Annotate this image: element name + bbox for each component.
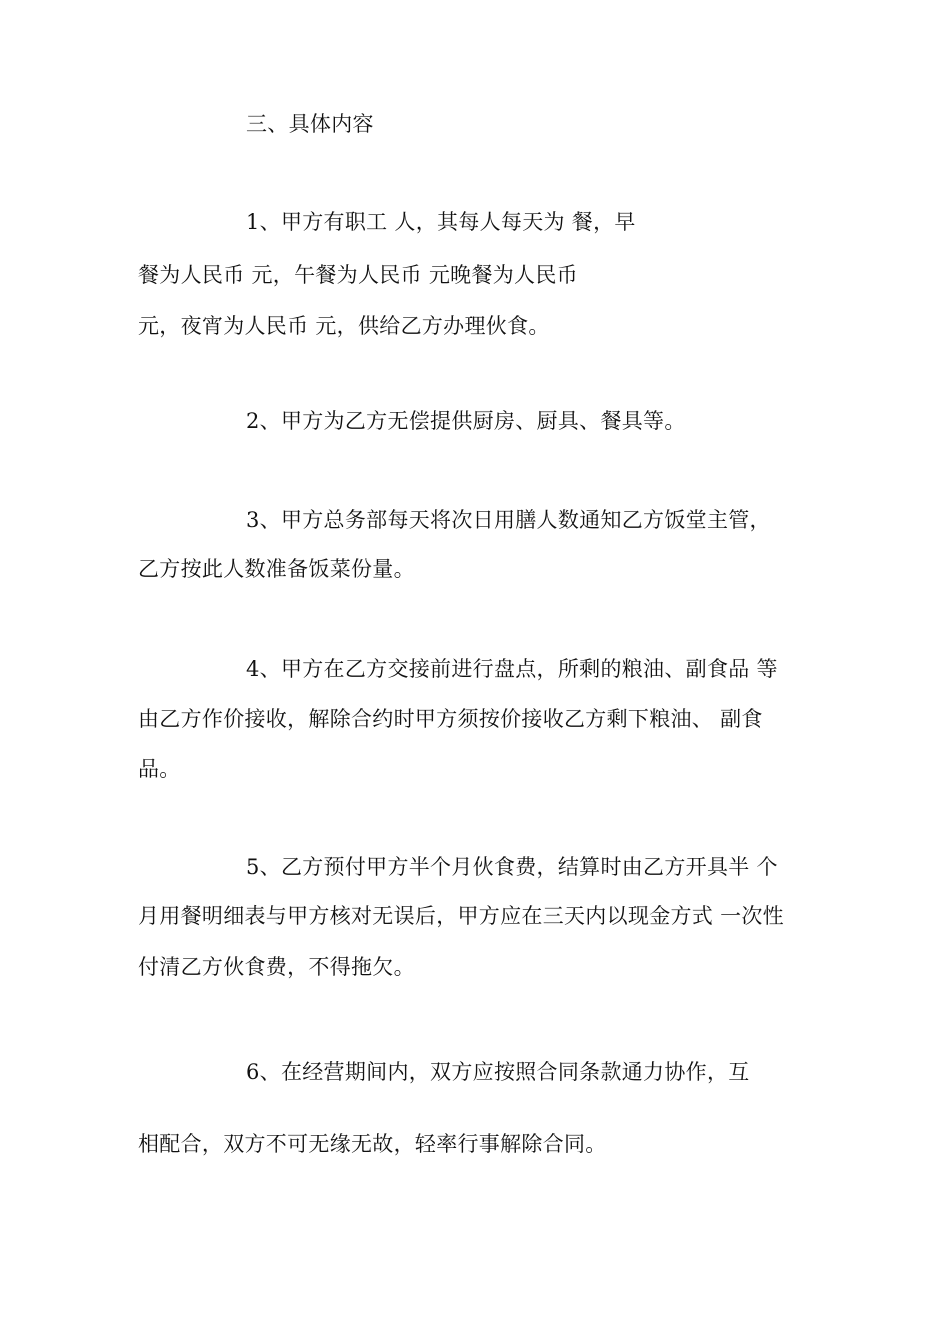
clause-1-line-3: 元，夜宵为人民币 元，供给乙方办理伙食。	[138, 314, 550, 338]
section-heading: 三、具体内容	[246, 112, 374, 136]
clause-6-line-2: 相配合，双方不可无缘无故，轻率行事解除合同。	[138, 1132, 607, 1156]
clause-3-line-2: 乙方按此人数准备饭菜份量。	[138, 557, 415, 581]
clause-6-line-1: 6、在经营期间内，双方应按照合同条款通力协作，互	[246, 1060, 750, 1084]
clause-2-line-1: 2、甲方为乙方无偿提供厨房、厨具、餐具等。	[246, 409, 686, 433]
clause-4-line-3: 品。	[138, 757, 181, 781]
clause-1-line-1: 1、甲方有职工 人，其每人每天为 餐，早	[246, 210, 636, 234]
clause-5-line-2: 月用餐明细表与甲方核对无误后，甲方应在三天内以现金方式 一次性	[138, 904, 784, 928]
clause-5-line-3: 付清乙方伙食费，不得拖欠。	[138, 955, 415, 979]
clause-3-line-1: 3、甲方总务部每天将次日用膳人数通知乙方饭堂主管，	[246, 508, 771, 532]
clause-1-line-2: 餐为人民币 元，午餐为人民币 元晚餐为人民币	[138, 263, 578, 287]
clause-4-line-2: 由乙方作价接收，解除合约时甲方须按价接收乙方剩下粮油、 副食	[138, 707, 763, 731]
clause-4-line-1: 4、甲方在乙方交接前进行盘点，所剩的粮油、副食品 等	[246, 657, 778, 681]
clause-5-line-1: 5、乙方预付甲方半个月伙食费，结算时由乙方开具半 个	[246, 855, 778, 879]
